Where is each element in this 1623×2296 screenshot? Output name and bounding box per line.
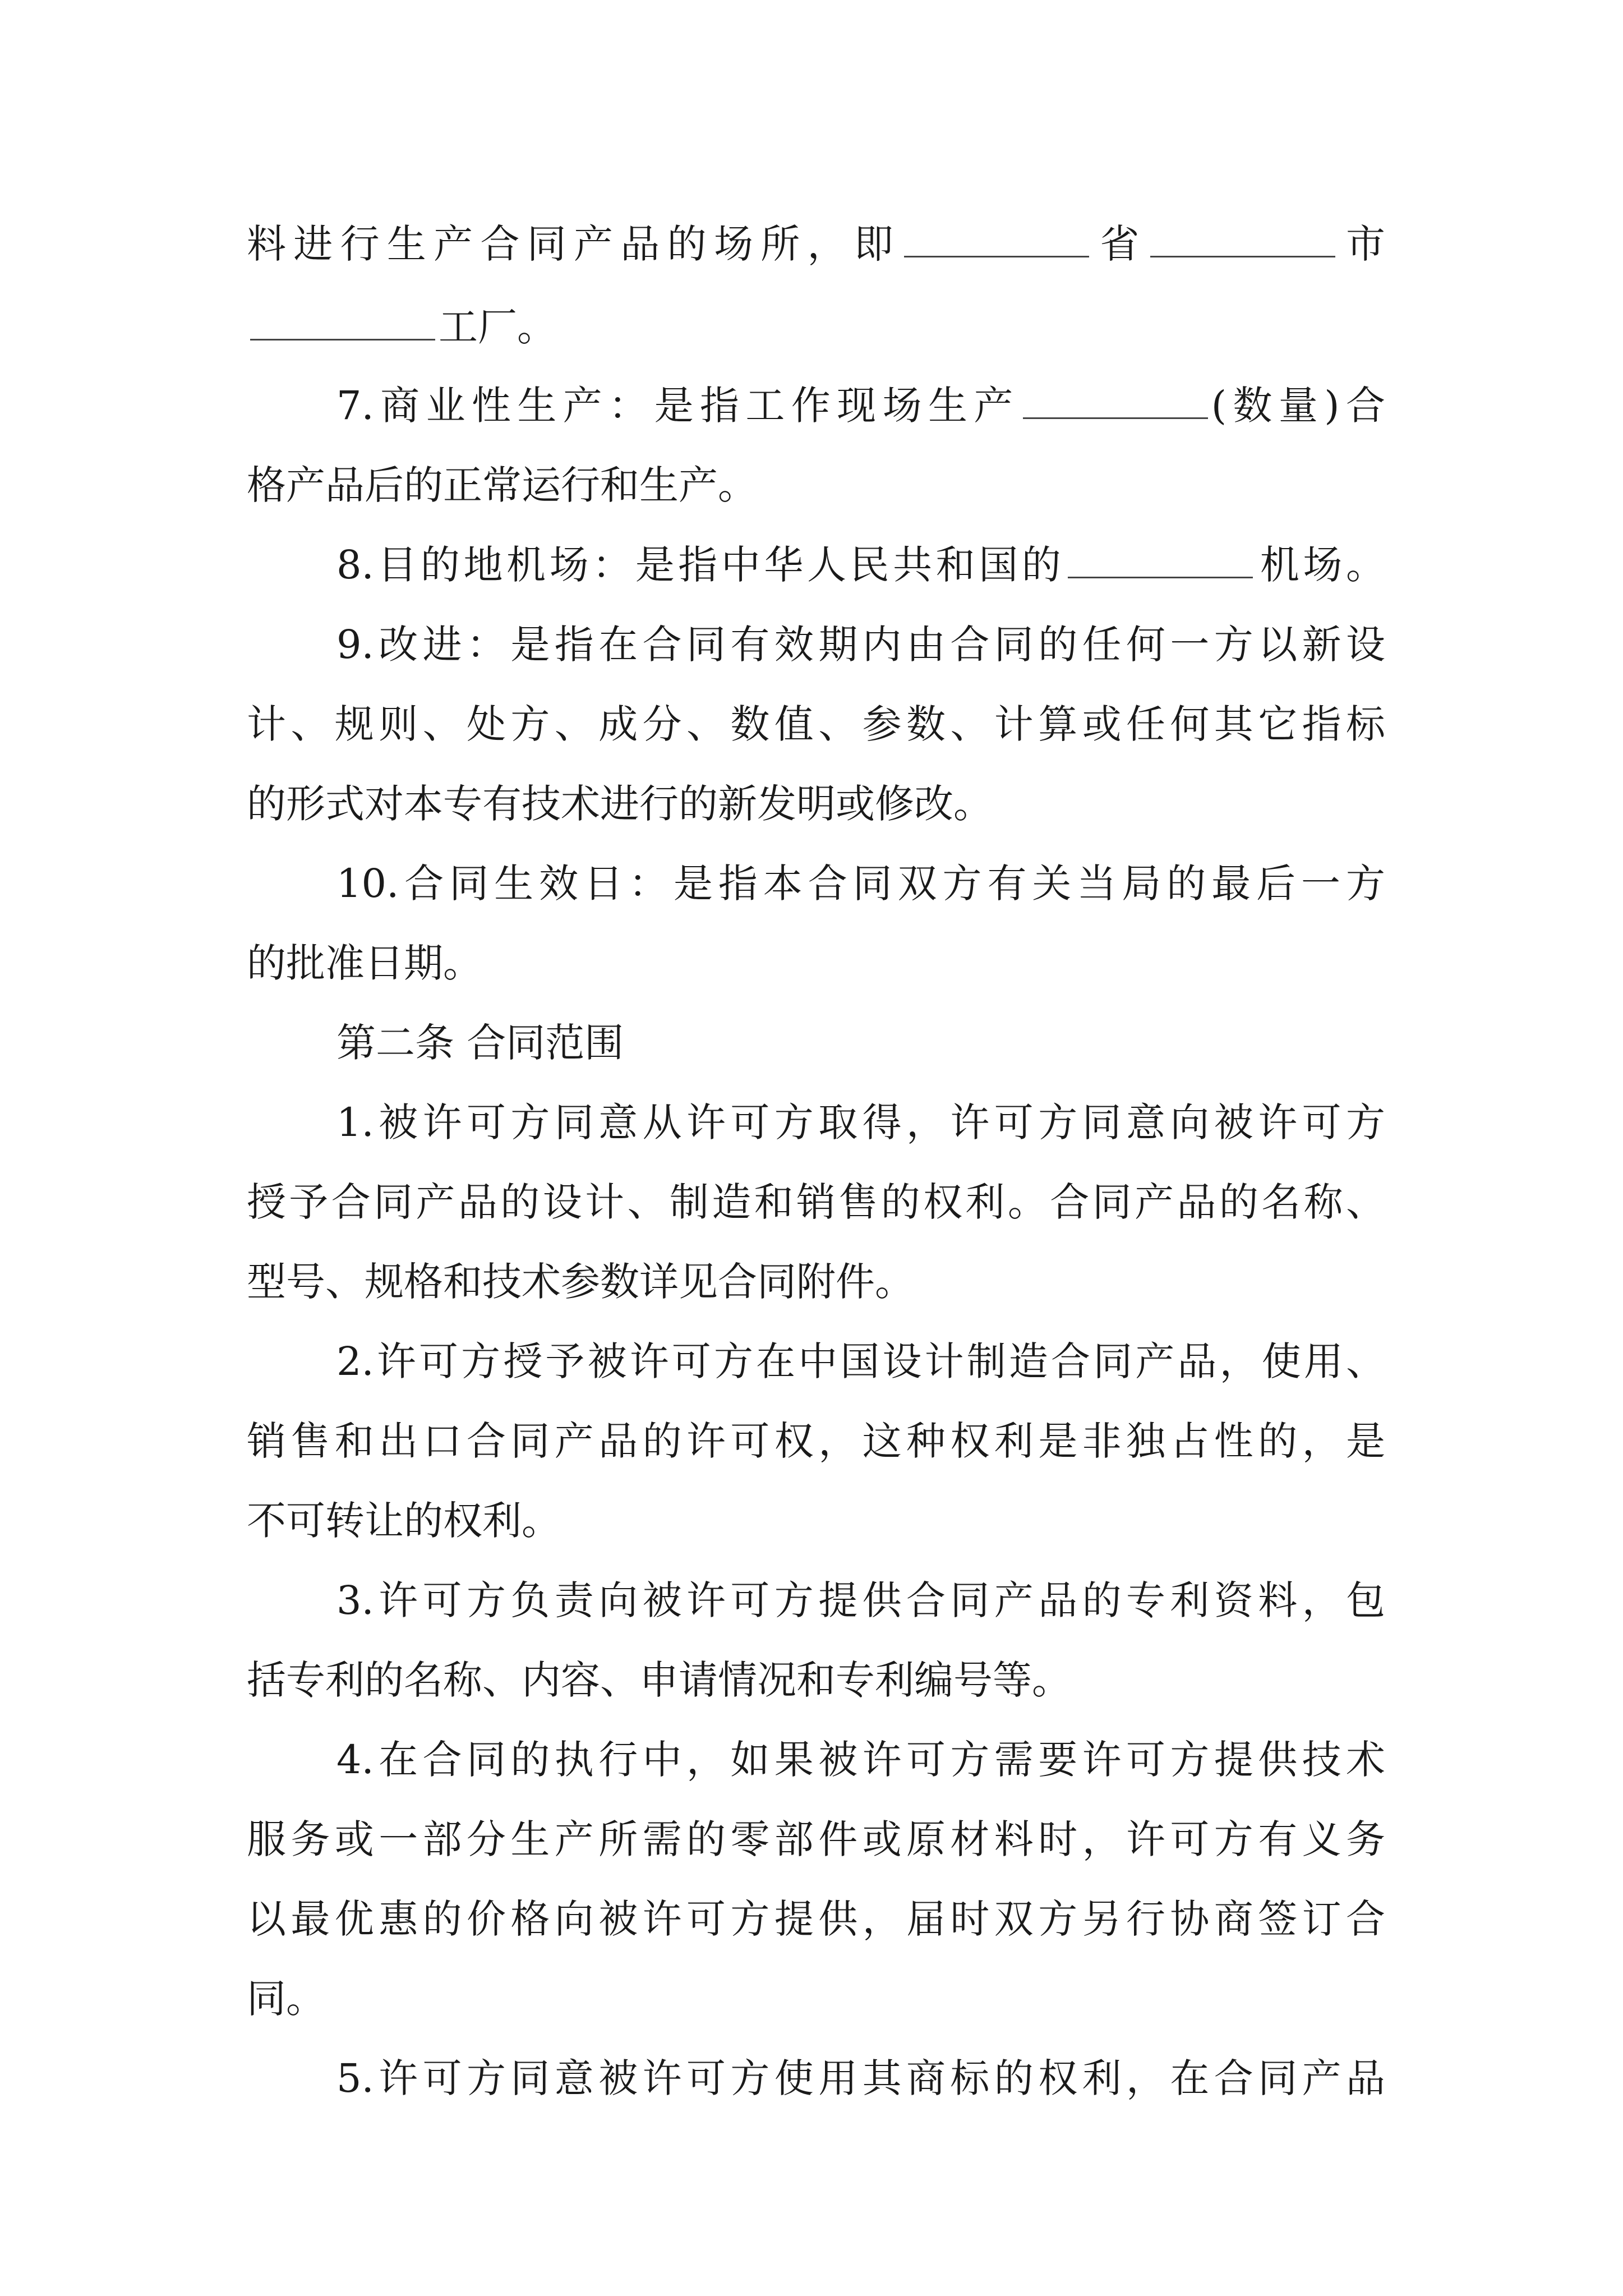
text-segment: (数量)合 (1211, 383, 1385, 429)
text-segment: 8.目的地机场：是指中华人民共和国的 (336, 542, 1065, 588)
text-line: 销售和出口合同产品的许可权，这种权利是非独占性的，是 (247, 1418, 1385, 1464)
text-segment: 7.商业性生产：是指工作现场生产 (336, 383, 1020, 429)
text-line: 不可转让的权利。 (247, 1498, 561, 1544)
text-segment: 省 (1092, 221, 1147, 267)
text-segment: 料进行生产合同产品的场所，即 (247, 221, 901, 267)
text-line: 型号、规格和技术参数详见合同附件。 (247, 1259, 914, 1305)
text-line: 1.被许可方同意从许可方取得，许可方同意向被许可方 (336, 1099, 1385, 1145)
text-line: 4.在合同的执行中，如果被许可方需要许可方提供技术 (336, 1737, 1385, 1783)
text-line (247, 296, 1385, 358)
text-line: 同。 (247, 1976, 325, 2022)
text-line: 的批准日期。 (247, 940, 482, 986)
text-line: 2.许可方授予被许可方在中国设计制造合同产品，使用、 (336, 1338, 1385, 1384)
text-line (247, 213, 1385, 275)
text-line: 5.许可方同意被许可方使用其商标的权利，在合同产品 (336, 2055, 1385, 2101)
fill-in-blank[interactable] (904, 224, 1089, 257)
text-line: 括专利的名称、内容、申请情况和专利编号等。 (247, 1657, 1071, 1703)
text-line (336, 375, 1385, 436)
text-line: 的形式对本专有技术进行的新发明或修改。 (247, 781, 993, 827)
text-segment: 机场。 (1256, 542, 1385, 588)
text-line: 10.合同生效日：是指本合同双方有关当局的最后一方 (336, 861, 1385, 907)
text-segment: 市 (1338, 221, 1386, 267)
text-line: 服务或一部分生产所需的零部件或原材料时，许可方有义务 (247, 1816, 1385, 1862)
text-line: 9.改进：是指在合同有效期内由合同的任何一方以新设 (336, 622, 1385, 668)
fill-in-blank[interactable] (1150, 224, 1335, 257)
fill-in-blank[interactable] (1068, 545, 1253, 578)
text-line: 计、规则、处方、成分、数值、参数、计算或任何其它指标 (247, 701, 1385, 747)
fill-in-blank[interactable] (1023, 386, 1208, 419)
section-heading: 第二条 合同范围 (336, 1020, 624, 1066)
fill-in-blank[interactable] (250, 307, 435, 341)
text-segment: 工厂。 (439, 304, 556, 350)
text-line (336, 534, 1385, 596)
text-line: 授予合同产品的设计、制造和销售的权利。合同产品的名称、 (247, 1179, 1385, 1225)
text-line: 3.许可方负责向被许可方提供合同产品的专利资料，包 (336, 1577, 1385, 1623)
text-line: 格产品后的正常运行和生产。 (247, 462, 757, 508)
text-line: 以最优惠的价格向被许可方提供，届时双方另行协商签订合 (247, 1896, 1385, 1942)
